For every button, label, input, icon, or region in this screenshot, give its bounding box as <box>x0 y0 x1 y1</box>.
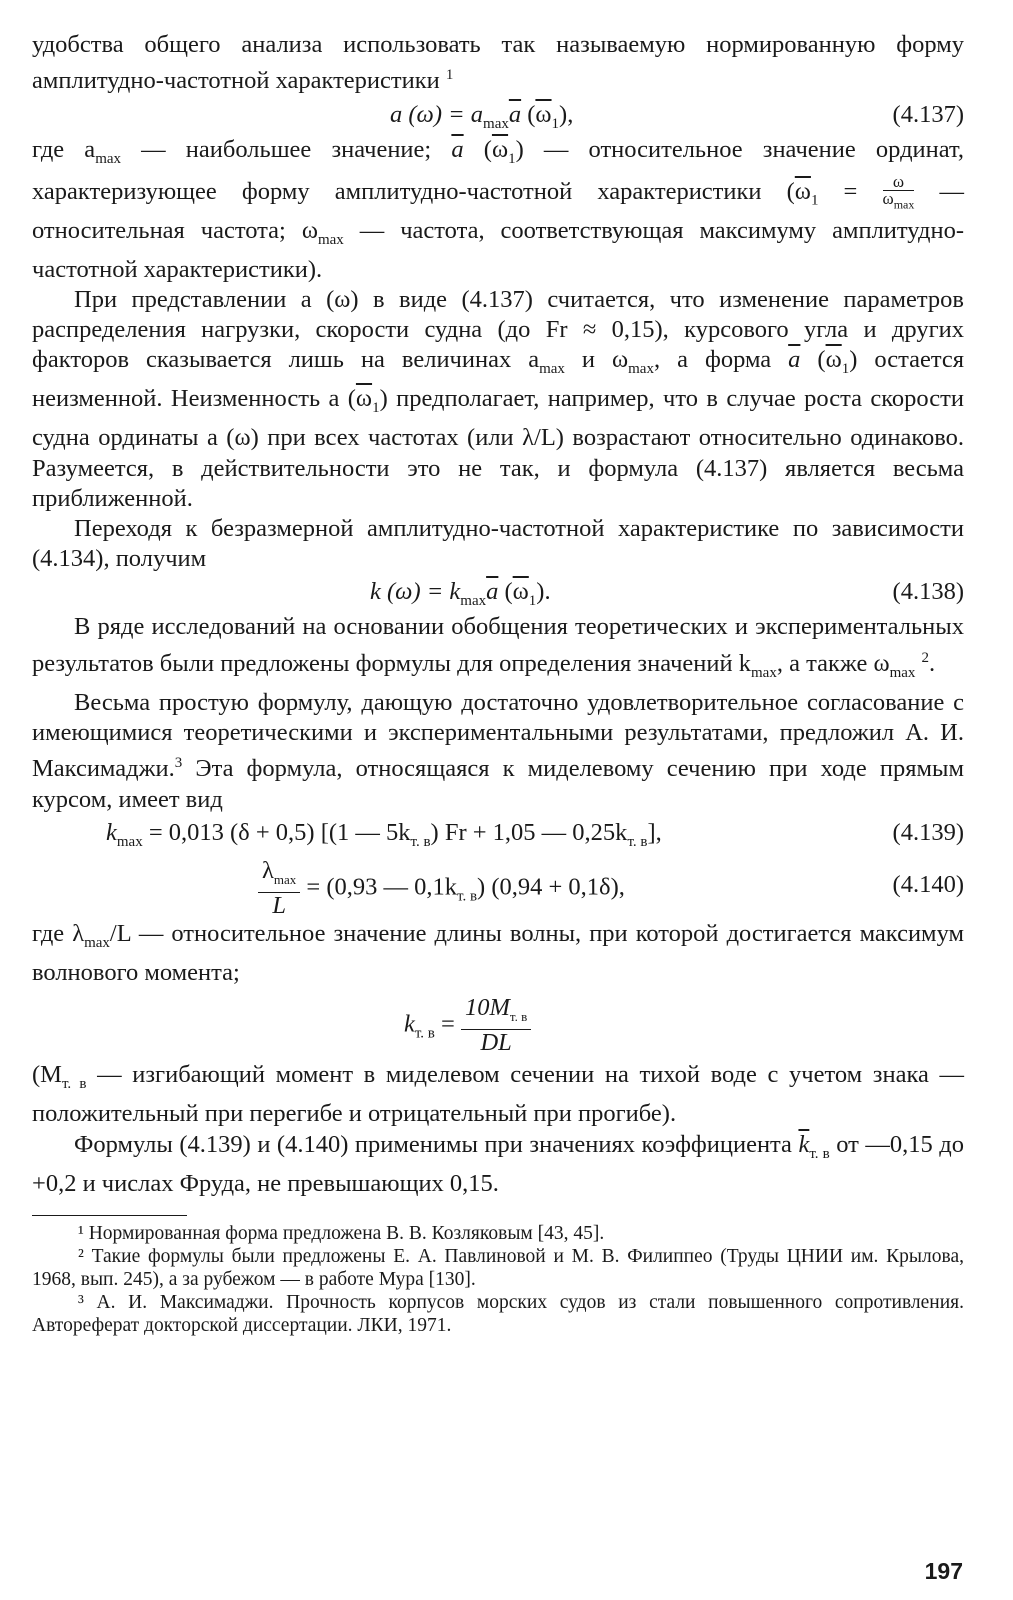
footnote-2: ² Такие формулы были предложены Е. А. Павлиновой и М. В. Филиппео (Труды ЦНИИ им. Крылова, 1968, вып. 245), а за рубежом — в работе Мура [130]. <box>32 1245 964 1290</box>
equation-number: (4.139) <box>892 818 964 846</box>
footnote-3: ³ А. И. Максимаджи. Прочность корпусов морских судов из стали повышенного сопротивления. Автореферат докторской диссертации. ЛКИ, 1971. <box>32 1291 964 1336</box>
footnote-divider <box>32 1215 187 1216</box>
paragraph-2: где $a_{max}$ — наибольшее значение; $\overline{a}$ $(\overline{\omega}_1)$ — относительное значение ординат, характеризующее форму амплитудно-частотной характеристики ($\overline{\omega}_1$ = ω $\omega_{max}$ — относительная частота; $\omega_{max}$ — частота, соответствующая максимуму амплитудно-частотной характеристики). <box>32 135 964 283</box>
equation-4-138: k $(\omega) = k_{max}\overline{a}$ $(\overline{\omega}_1)$. (4.138) <box>370 578 964 610</box>
equation-k-tv: $k_{т. в}$ = $\frac{10M_{т. в}}{DL}$ <box>32 988 964 1060</box>
k-tv-fraction: $\frac{10M_{т. в}}{DL}$ <box>461 996 531 1056</box>
equation-4-139: $k_{max} = 0,013$ (δ + 0,5) [(1 — $5k_{т. в}$) Fr + 1,05 — $0,25k_{т. в}$], (4.139) <box>106 818 964 850</box>
paragraph-3: При представлении a (ω) в виде (4.137) считается, что изменение параметров распределения нагрузки, скорости судна (до Fr ≈ 0,15), курсового угла и других факторов сказывается лишь на величинах $a_{max}$ и $\omega_{max}$, а форма $\overline{a}$ $(\overline{\omega}_1)$ остается неизменной. Неизменность a $(\overline{\omega}_1)$ предполагает, например, что в случае роста скорости судна ординаты a (ω) при всех частотах (или λ/L) возрастают относительно одинаково. Разумеется, в действительности это не так, и формула (4.137) является весьма приближенной. <box>32 285 964 512</box>
footnotes <box>32 1222 964 1337</box>
footnote-ref-2: 2 <box>921 649 930 666</box>
equation-4-140: $\frac{\lambda_{max}}{L}$ = (0,93 — $0,1k_{т. в}$) (0,94 + 0,1δ), (4.140) <box>32 853 964 919</box>
page-content <box>32 30 964 1337</box>
paragraph-9: Формулы (4.139) и (4.140) применимы при значениях коэффициента $\overline{k}_{т. в}$ от —0,15 до +0,2 и числах Фруда, не превышающих 0,15. <box>32 1130 964 1197</box>
paragraph-5: В ряде исследований на основании обобщения теоретических и экспериментальных результатов были предложены формулы для определения значений $k_{max}$, а также $\omega_{max}$ $^2$. <box>32 613 964 681</box>
footnote-ref-1: 1 <box>445 67 454 84</box>
equation-number: (4.138) <box>892 578 964 606</box>
paragraph-1: удобства общего анализа использовать так называемую нормированную форму амплитудно-частотной характеристики $^1$ <box>32 31 964 95</box>
equation-4-137: a $(\omega) = a_{max}\overline{a}$ $(\overline{\omega}_1)$, (4.137) <box>390 100 964 132</box>
paragraph-6: Весьма простую формулу, дающую достаточно удовлетворительное согласование с имеющимися теоретическими и экспериментальными результатами, предложил А. И. Максимаджи.$^3$ Эта формула, относящаяся к миделевому сечению при ходе прямым курсом, имеет вид <box>32 688 964 813</box>
equation-number: (4.137) <box>892 100 964 128</box>
relative-frequency-fraction: ω $\omega_{max}$ <box>882 171 915 212</box>
paragraph-7: где $\lambda_{max}/L$ — относительное значение длины волны, при которой достигается максимум волнового момента; <box>32 919 964 986</box>
paragraph-4: Переходя к безразмерной амплитудно-частотной характеристике по зависимости (4.134), получим <box>32 515 964 573</box>
paragraph-8: ($M_{т. в}$ — изгибающий момент в миделевом сечении на тихой воде с учетом знака — положительный при перегибе и отрицательный при прогибе). <box>32 1061 964 1128</box>
footnote-ref-3: 3 <box>174 755 183 772</box>
lambda-ratio-fraction: $\frac{\lambda_{max}}{L}$ <box>258 859 300 919</box>
footnote-1: ¹ Нормированная форма предложена В. В. Козляковым [43, 45]. <box>78 1222 605 1244</box>
equation-number: (4.140) <box>892 870 964 898</box>
page-number: 197 <box>924 1558 963 1584</box>
